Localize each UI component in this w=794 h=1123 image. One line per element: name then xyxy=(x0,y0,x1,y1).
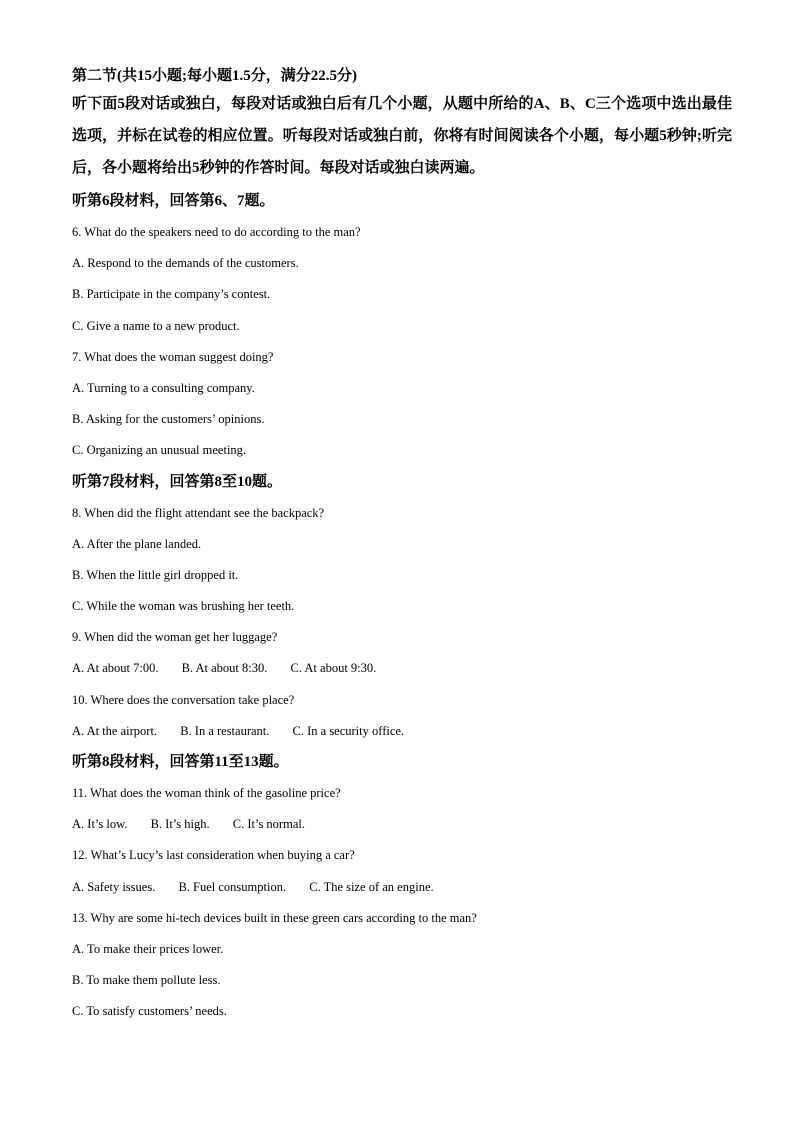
question-10-options xyxy=(72,716,732,747)
question-11-option-b: B. It’s high. xyxy=(150,817,210,832)
question-10-stem: 10. Where does the conversation take place? xyxy=(72,692,295,707)
question-7-option-a: A. Turning to a consulting company. xyxy=(72,380,255,395)
question-9-option-c: C. At about 9:30. xyxy=(290,661,377,676)
question-9-option-b: B. At about 8:30. xyxy=(181,661,268,676)
question-8-option-b: B. When the little girl dropped it. xyxy=(72,567,239,582)
question-6-option-b: B. Participate in the company’s contest. xyxy=(72,287,271,302)
question-11-option-a: A. It’s low. xyxy=(72,817,128,832)
material-heading-7: 听第7段材料，回答第8至10题。 xyxy=(72,473,283,490)
question-11-options xyxy=(72,809,732,840)
question-7-option-b: B. Asking for the customers’ opinions. xyxy=(72,412,265,427)
question-9-option-a: A. At about 7:00. xyxy=(72,661,159,676)
question-10-option-b: B. In a restaurant. xyxy=(180,723,270,738)
question-13-option-b: B. To make them pollute less. xyxy=(72,973,221,988)
question-9-options xyxy=(72,653,732,684)
question-8-option-a: A. After the plane landed. xyxy=(72,536,202,551)
section-header: 第二节(共15小题;每小题1.5分，满分22.5分) xyxy=(72,68,357,84)
question-12-option-b: B. Fuel consumption. xyxy=(178,879,287,894)
question-7-option-c: C. Organizing an unusual meeting. xyxy=(72,443,247,458)
question-12-option-a: A. Safety issues. xyxy=(72,879,156,894)
question-13-option-a: A. To make their prices lower. xyxy=(72,941,224,956)
question-6-stem: 6. What do the speakers need to do according to the man? xyxy=(72,225,361,239)
material-heading-6: 听第6段材料，回答第6、7题。 xyxy=(72,193,275,209)
question-13-option-c: C. To satisfy customers’ needs. xyxy=(72,1004,227,1019)
question-12-stem: 12. What’s Lucy’s last consideration when buying a car? xyxy=(72,848,355,863)
question-7-stem: 7. What does the woman suggest doing? xyxy=(72,349,274,364)
question-6-option-a: A. Respond to the demands of the customers. xyxy=(72,256,299,271)
question-6-option-c: C. Give a name to a new product. xyxy=(72,318,240,333)
question-8-option-c: C. While the woman was brushing her teeth. xyxy=(72,599,295,614)
question-13-stem: 13. Why are some hi-tech devices built in these green cars according to the man? xyxy=(72,910,477,925)
exam-page xyxy=(72,64,732,1028)
question-11-option-c: C. It’s normal. xyxy=(232,817,305,832)
question-10-option-a: A. At the airport. xyxy=(72,723,158,738)
question-9-stem: 9. When did the woman get her luggage? xyxy=(72,630,278,645)
question-8-stem: 8. When did the flight attendant see the backpack? xyxy=(72,505,325,520)
section-instructions: 听下面5段对话或独白，每段对话或独白后有几个小题，从题中所给的A、B、C三个选项中选出最佳选项，并标在试卷的相应位置。听每段对话或独白前，你将有时间阅读各个小题，每小题5秒钟;听完后，各小题将给出5秒钟的作答时间。每段对话或独白读两遍。 xyxy=(72,96,732,176)
question-12-options xyxy=(72,872,732,903)
question-10-option-c: C. In a security office. xyxy=(292,723,405,738)
material-heading-8: 听第8段材料，回答第11至13题。 xyxy=(72,754,289,770)
question-12-option-c: C. The size of an engine. xyxy=(309,879,434,894)
question-11-stem: 11. What does the woman think of the gasoline price? xyxy=(72,786,341,800)
